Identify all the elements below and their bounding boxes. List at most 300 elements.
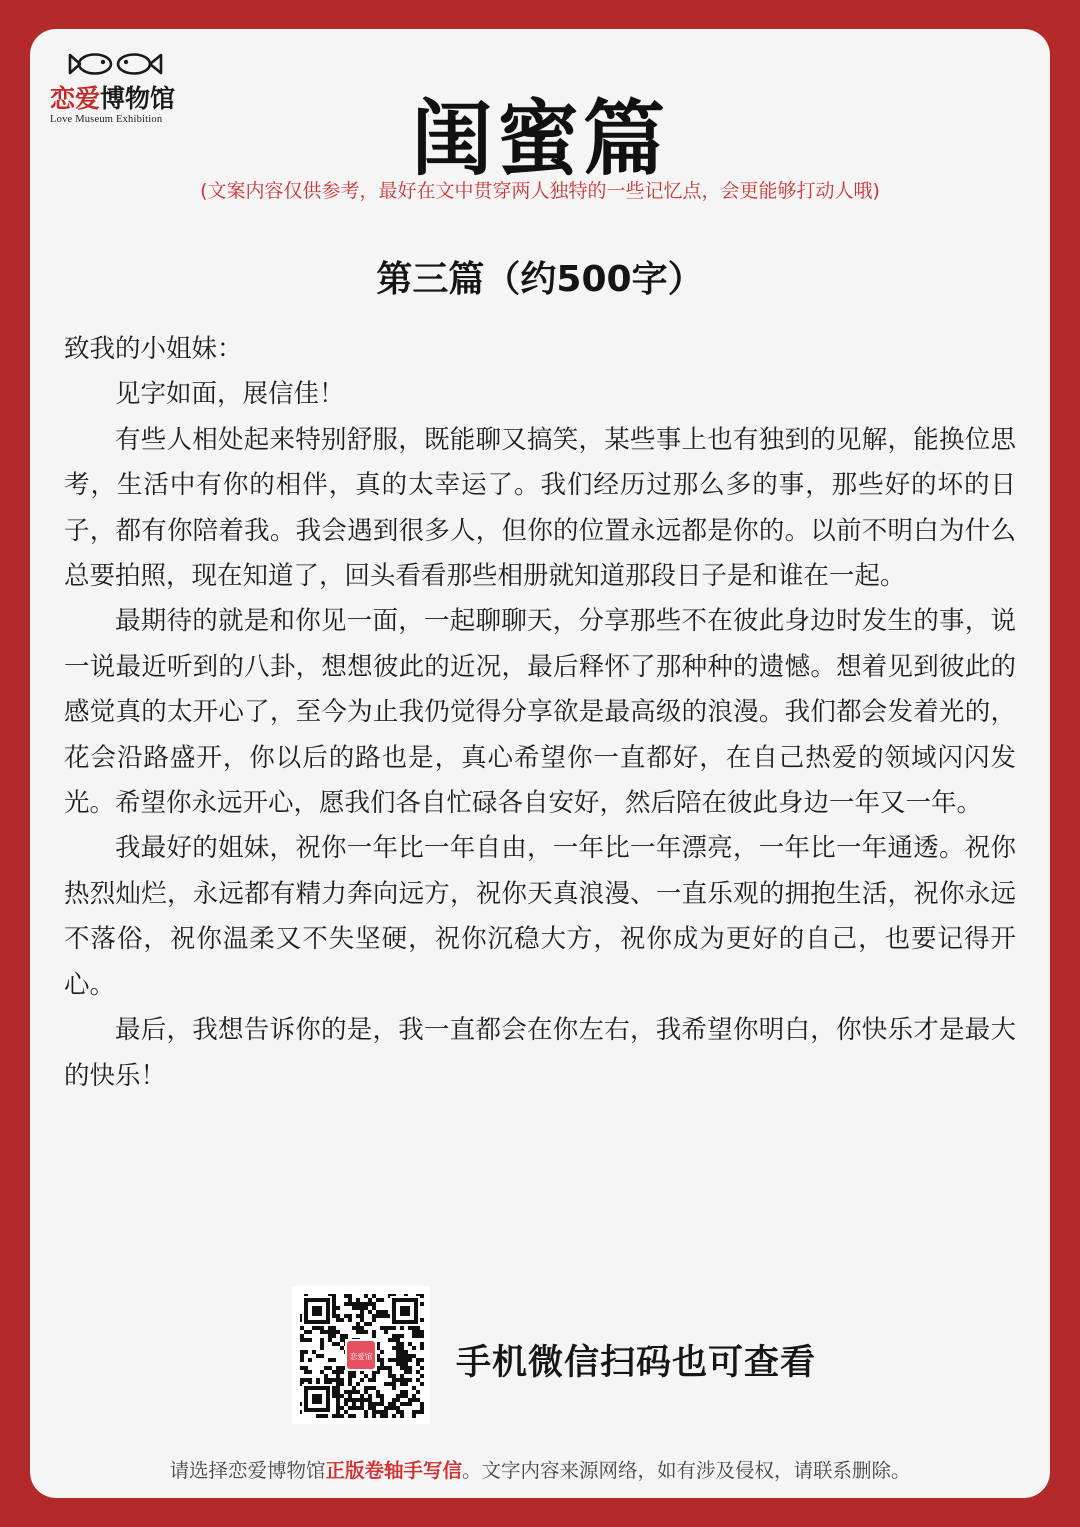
qr-module <box>400 1378 404 1382</box>
qr-module <box>396 1406 400 1410</box>
qr-module <box>400 1350 404 1354</box>
qr-module <box>396 1362 400 1366</box>
qr-module <box>324 1330 328 1334</box>
qr-module <box>336 1314 340 1318</box>
qr-module <box>320 1346 324 1350</box>
qr-module <box>352 1326 356 1330</box>
qr-module <box>372 1374 376 1378</box>
qr-module <box>360 1318 364 1322</box>
qr-module <box>420 1318 424 1322</box>
qr-module <box>312 1326 316 1330</box>
brand-name-rest: 博物馆 <box>100 84 176 113</box>
qr-module <box>388 1382 392 1386</box>
qr-module <box>392 1398 396 1402</box>
qr-module <box>348 1374 352 1378</box>
qr-module <box>360 1306 364 1310</box>
qr-module <box>400 1366 404 1370</box>
qr-module <box>420 1382 424 1386</box>
qr-module <box>396 1342 400 1346</box>
qr-module <box>368 1406 372 1410</box>
qr-module <box>348 1378 352 1382</box>
qr-module <box>400 1414 404 1418</box>
qr-module <box>356 1302 360 1306</box>
qr-module <box>408 1354 412 1358</box>
qr-module <box>332 1342 336 1346</box>
reference-note: (文案内容仅供参考，最好在文中贯穿两人独特的一些记忆点，会更能够打动人哦) <box>200 180 880 202</box>
qr-module <box>332 1314 336 1318</box>
qr-module <box>348 1318 352 1322</box>
qr-module <box>404 1378 408 1382</box>
qr-module <box>384 1326 388 1330</box>
qr-module <box>336 1390 340 1394</box>
qr-module <box>356 1326 360 1330</box>
qr-module <box>360 1378 364 1382</box>
qr-module <box>420 1334 424 1338</box>
letter-paragraph: 最后，我想告诉你的是，我一直都会在你左右，我希望你明白，你快乐才是最大的快乐！ <box>64 1015 1016 1091</box>
qr-module <box>376 1310 380 1314</box>
qr-module <box>372 1410 376 1414</box>
qr-module <box>344 1398 348 1402</box>
qr-module <box>388 1370 392 1374</box>
qr-module <box>408 1398 412 1402</box>
qr-module <box>388 1358 392 1362</box>
qr-module <box>300 1334 304 1338</box>
qr-module <box>396 1346 400 1350</box>
qr-module <box>416 1326 420 1330</box>
qr-module <box>336 1406 340 1410</box>
qr-module <box>328 1358 332 1362</box>
qr-module <box>332 1414 336 1418</box>
qr-module <box>328 1378 332 1382</box>
qr-module <box>348 1414 352 1418</box>
qr-module <box>332 1294 336 1298</box>
qr-module <box>336 1366 340 1370</box>
qr-module <box>300 1358 304 1362</box>
qr-module <box>392 1334 396 1338</box>
qr-module <box>388 1402 392 1406</box>
qr-module <box>412 1410 416 1414</box>
footer-text-post: 。文字内容来源网络，如有涉及侵权，请联系删除。 <box>462 1459 911 1482</box>
qr-module <box>360 1330 364 1334</box>
qr-module <box>392 1382 396 1386</box>
qr-module <box>364 1322 368 1326</box>
qr-module <box>304 1338 308 1342</box>
qr-module <box>328 1334 332 1338</box>
letter-paragraph: 我最好的姐妹，祝你一年比一年自由，一年比一年漂亮，一年比一年通透。祝你热烈灿烂，永远都有精力奔向远方，祝你天真浪漫、一直乐观的拥抱生活，祝你永远不落俗，祝你温柔又不失坚硬，祝你沉稳大方，祝你成为更好的自己，也要记得开心。 <box>64 833 1016 1000</box>
qr-module <box>368 1386 372 1390</box>
qr-module <box>360 1310 364 1314</box>
qr-module <box>380 1326 384 1330</box>
qr-module <box>332 1302 336 1306</box>
qr-module <box>304 1370 308 1374</box>
qr-module <box>400 1410 404 1414</box>
qr-module <box>332 1378 336 1382</box>
letter-paragraph: 有些人相处起来特别舒服，既能聊又搞笑，某些事上也有独到的见解，能换位思考，生活中有你的相伴，真的太幸运了。我们经历过那么多的事，那些好的坏的日子，都有你陪着我。我会遇到很多人，但你的位置永远都是你的。以前不明白为什么总要拍照，现在知道了，回头看看那些相册就知道那段日子是和谁在一起。 <box>64 424 1016 592</box>
qr-module <box>400 1354 404 1358</box>
qr-module <box>364 1414 368 1418</box>
qr-module <box>336 1386 340 1390</box>
qr-module <box>304 1366 308 1370</box>
qr-module <box>340 1378 344 1382</box>
qr-module <box>360 1394 364 1398</box>
qr-module <box>372 1294 376 1298</box>
qr-module <box>336 1410 340 1414</box>
qr-module <box>340 1318 344 1322</box>
qr-module <box>328 1326 332 1330</box>
qr-module <box>416 1370 420 1374</box>
qr-module <box>340 1406 344 1410</box>
qr-module <box>336 1318 340 1322</box>
qr-module <box>316 1326 320 1330</box>
qr-module <box>368 1398 372 1402</box>
footer-highlight[interactable]: 正版卷轴手写信 <box>325 1459 462 1482</box>
qr-module <box>356 1314 360 1318</box>
qr-module <box>400 1394 404 1398</box>
qr-module <box>372 1414 376 1418</box>
qr-module <box>420 1410 424 1414</box>
page-title: 闺蜜篇 <box>410 91 669 187</box>
wechat-qr-code[interactable] <box>292 1286 430 1424</box>
qr-module <box>352 1386 356 1390</box>
qr-module <box>344 1294 348 1298</box>
qr-module <box>416 1330 420 1334</box>
qr-module <box>336 1382 340 1386</box>
qr-module <box>376 1410 380 1414</box>
qr-module <box>348 1314 352 1318</box>
qr-module <box>336 1374 340 1378</box>
qr-module <box>348 1294 352 1298</box>
qr-center-logo: 恋爱馆 <box>349 1352 373 1361</box>
qr-module <box>416 1358 420 1362</box>
qr-module <box>304 1378 308 1382</box>
qr-module <box>368 1394 372 1398</box>
qr-module <box>400 1390 404 1394</box>
qr-module <box>340 1414 344 1418</box>
qr-module <box>356 1382 360 1386</box>
qr-module <box>380 1402 384 1406</box>
qr-module <box>340 1382 344 1386</box>
qr-module <box>412 1354 416 1358</box>
qr-module <box>304 1330 308 1334</box>
qr-module <box>352 1302 356 1306</box>
qr-module <box>380 1310 384 1314</box>
qr-module <box>404 1382 408 1386</box>
qr-module <box>400 1374 404 1378</box>
qr-module <box>396 1394 400 1398</box>
qr-module <box>320 1326 324 1330</box>
qr-module <box>308 1358 312 1362</box>
qr-module <box>420 1374 424 1378</box>
qr-module <box>380 1394 384 1398</box>
qr-module <box>396 1334 400 1338</box>
qr-module <box>340 1394 344 1398</box>
letter-card <box>30 29 1050 1498</box>
qr-module <box>380 1358 384 1362</box>
qr-module <box>380 1414 384 1418</box>
qr-module <box>408 1342 412 1346</box>
qr-module <box>344 1402 348 1406</box>
qr-module <box>392 1378 396 1382</box>
qr-module <box>332 1306 336 1310</box>
qr-module <box>388 1366 392 1370</box>
qr-module <box>332 1310 336 1314</box>
qr-module <box>356 1298 360 1302</box>
qr-module <box>380 1366 384 1370</box>
qr-module <box>364 1390 368 1394</box>
qr-module <box>408 1378 412 1382</box>
qr-module <box>300 1378 304 1382</box>
qr-module <box>352 1406 356 1410</box>
qr-module <box>420 1358 424 1362</box>
qr-module <box>392 1358 396 1362</box>
qr-module <box>404 1390 408 1394</box>
qr-module <box>404 1402 408 1406</box>
qr-module <box>368 1378 372 1382</box>
qr-module <box>312 1350 316 1354</box>
qr-module <box>416 1410 420 1414</box>
qr-module <box>324 1378 328 1382</box>
qr-module <box>384 1366 388 1370</box>
qr-module <box>360 1398 364 1402</box>
qr-module <box>300 1326 304 1330</box>
qr-module <box>332 1330 336 1334</box>
qr-module <box>404 1354 408 1358</box>
qr-module <box>332 1326 336 1330</box>
qr-module <box>352 1390 356 1394</box>
letter-paragraph: 见字如面，展信佳！ <box>115 379 345 410</box>
qr-module <box>300 1354 304 1358</box>
qr-module <box>336 1394 340 1398</box>
qr-module <box>372 1318 376 1322</box>
qr-module <box>412 1394 416 1398</box>
qr-module <box>388 1338 392 1342</box>
qr-module <box>360 1402 364 1406</box>
qr-module <box>332 1298 336 1302</box>
qr-module <box>348 1390 352 1394</box>
qr-module <box>384 1414 388 1418</box>
qr-module <box>392 1338 396 1342</box>
qr-module <box>372 1378 376 1382</box>
qr-module <box>332 1334 336 1338</box>
qr-module <box>364 1398 368 1402</box>
qr-module <box>396 1350 400 1354</box>
qr-module <box>412 1346 416 1350</box>
qr-module <box>368 1298 372 1302</box>
qr-module <box>356 1306 360 1310</box>
qr-module <box>332 1370 336 1374</box>
qr-module <box>416 1362 420 1366</box>
qr-module <box>400 1402 404 1406</box>
qr-module <box>360 1326 364 1330</box>
qr-module <box>372 1314 376 1318</box>
qr-module <box>408 1358 412 1362</box>
qr-module <box>324 1366 328 1370</box>
qr-module <box>356 1330 360 1334</box>
qr-module <box>396 1410 400 1414</box>
qr-module <box>320 1414 324 1418</box>
qr-module <box>348 1382 352 1386</box>
qr-module <box>404 1350 408 1354</box>
qr-module <box>384 1406 388 1410</box>
letter-paragraph: 最期待的就是和你见一面，一起聊聊天，分享那些不在彼此身边时发生的事，说一说最近听到的八卦，想想彼此的近况，最后释怀了那种种的遗憾。想着见到彼此的感觉真的太开心了，至今为止我仍觉得分享欲是最高级的浪漫。我们都会发着光的，花会沿路盛开，你以后的路也是，真心希望你一直都好，在自己热爱的领域闪闪发光。希望你永远开心，愿我们各自忙碌各自安好，然后陪在彼此身边一年又一年。 <box>64 606 1016 819</box>
qr-module <box>412 1398 416 1402</box>
qr-module <box>404 1394 408 1398</box>
qr-module <box>336 1370 340 1374</box>
qr-module <box>396 1338 400 1342</box>
qr-module <box>396 1378 400 1382</box>
qr-module <box>328 1330 332 1334</box>
qr-module <box>420 1406 424 1410</box>
qr-module <box>348 1394 352 1398</box>
qr-module <box>392 1402 396 1406</box>
qr-module <box>308 1338 312 1342</box>
qr-module <box>404 1366 408 1370</box>
qr-module <box>392 1414 396 1418</box>
qr-module <box>404 1362 408 1366</box>
qr-module <box>400 1382 404 1386</box>
qr-module <box>400 1342 404 1346</box>
qr-module <box>404 1370 408 1374</box>
qr-module <box>320 1342 324 1346</box>
qr-module <box>320 1330 324 1334</box>
qr-module <box>332 1390 336 1394</box>
qr-module <box>340 1334 344 1338</box>
qr-module <box>364 1306 368 1310</box>
qr-module <box>344 1390 348 1394</box>
qr-module <box>320 1338 324 1342</box>
qr-module <box>384 1410 388 1414</box>
qr-module <box>372 1402 376 1406</box>
qr-module <box>372 1330 376 1334</box>
qr-module <box>344 1334 348 1338</box>
qr-module <box>340 1338 344 1342</box>
qr-module <box>412 1326 416 1330</box>
qr-module <box>420 1366 424 1370</box>
qr-module <box>336 1342 340 1346</box>
qr-module <box>364 1302 368 1306</box>
qr-module <box>336 1414 340 1418</box>
qr-module <box>420 1342 424 1346</box>
qr-module <box>300 1350 304 1354</box>
qr-module <box>376 1298 380 1302</box>
qr-module <box>368 1322 372 1326</box>
qr-module <box>308 1370 312 1374</box>
qr-module <box>384 1310 388 1314</box>
qr-module <box>388 1326 392 1330</box>
qr-module <box>408 1326 412 1330</box>
qr-module <box>320 1354 324 1358</box>
qr-module <box>380 1398 384 1402</box>
qr-module <box>384 1314 388 1318</box>
qr-module <box>400 1334 404 1338</box>
brand-subtitle: Love Museum Exhibition <box>50 114 163 125</box>
qr-caption: 手机微信扫码也可查看 <box>456 1343 817 1383</box>
qr-module <box>384 1382 388 1386</box>
qr-module <box>352 1414 356 1418</box>
qr-module <box>420 1302 424 1306</box>
footer-disclaimer <box>30 1455 1050 1483</box>
qr-module <box>364 1410 368 1414</box>
qr-module <box>348 1298 352 1302</box>
qr-module <box>300 1338 304 1342</box>
qr-module <box>392 1406 396 1410</box>
qr-module <box>420 1402 424 1406</box>
qr-module <box>344 1314 348 1318</box>
qr-module <box>400 1358 404 1362</box>
qr-module <box>348 1406 352 1410</box>
qr-module <box>340 1346 344 1350</box>
qr-module <box>416 1390 420 1394</box>
qr-module <box>352 1306 356 1310</box>
qr-module <box>412 1414 416 1418</box>
qr-module <box>400 1362 404 1366</box>
qr-module <box>356 1398 360 1402</box>
qr-module <box>412 1330 416 1334</box>
qr-module <box>332 1394 336 1398</box>
qr-module <box>364 1374 368 1378</box>
qr-module <box>340 1370 344 1374</box>
qr-module <box>340 1366 344 1370</box>
qr-module <box>372 1306 376 1310</box>
qr-module <box>368 1310 372 1314</box>
qr-module <box>316 1378 320 1382</box>
qr-module <box>328 1366 332 1370</box>
qr-module <box>304 1350 308 1354</box>
qr-module <box>408 1366 412 1370</box>
qr-module <box>376 1394 380 1398</box>
qr-module <box>356 1390 360 1394</box>
qr-module <box>336 1306 340 1310</box>
qr-module <box>420 1330 424 1334</box>
qr-module <box>328 1338 332 1342</box>
qr-module <box>360 1314 364 1318</box>
qr-module <box>360 1406 364 1410</box>
qr-module <box>324 1374 328 1378</box>
qr-module <box>392 1346 396 1350</box>
qr-module <box>336 1330 340 1334</box>
qr-module <box>416 1398 420 1402</box>
brand-name-red: 恋爱 <box>50 84 101 113</box>
qr-module <box>376 1390 380 1394</box>
qr-module <box>380 1362 384 1366</box>
qr-module <box>316 1414 320 1418</box>
qr-module <box>396 1398 400 1402</box>
qr-module <box>364 1294 368 1298</box>
qr-module <box>352 1402 356 1406</box>
qr-module <box>400 1326 404 1330</box>
qr-module <box>360 1302 364 1306</box>
qr-module <box>372 1386 376 1390</box>
qr-module <box>404 1358 408 1362</box>
qr-module <box>336 1378 340 1382</box>
qr-module <box>380 1350 384 1354</box>
qr-module <box>352 1398 356 1402</box>
qr-module <box>396 1354 400 1358</box>
qr-module <box>380 1298 384 1302</box>
qr-module <box>372 1334 376 1338</box>
letter-body <box>64 327 1016 1099</box>
qr-module <box>372 1302 376 1306</box>
qr-module <box>356 1406 360 1410</box>
qr-module <box>380 1314 384 1318</box>
qr-module <box>300 1366 304 1370</box>
qr-module <box>380 1410 384 1414</box>
qr-module <box>308 1330 312 1334</box>
qr-module <box>324 1414 328 1418</box>
qr-module <box>332 1386 336 1390</box>
qr-module <box>372 1406 376 1410</box>
qr-module <box>308 1378 312 1382</box>
